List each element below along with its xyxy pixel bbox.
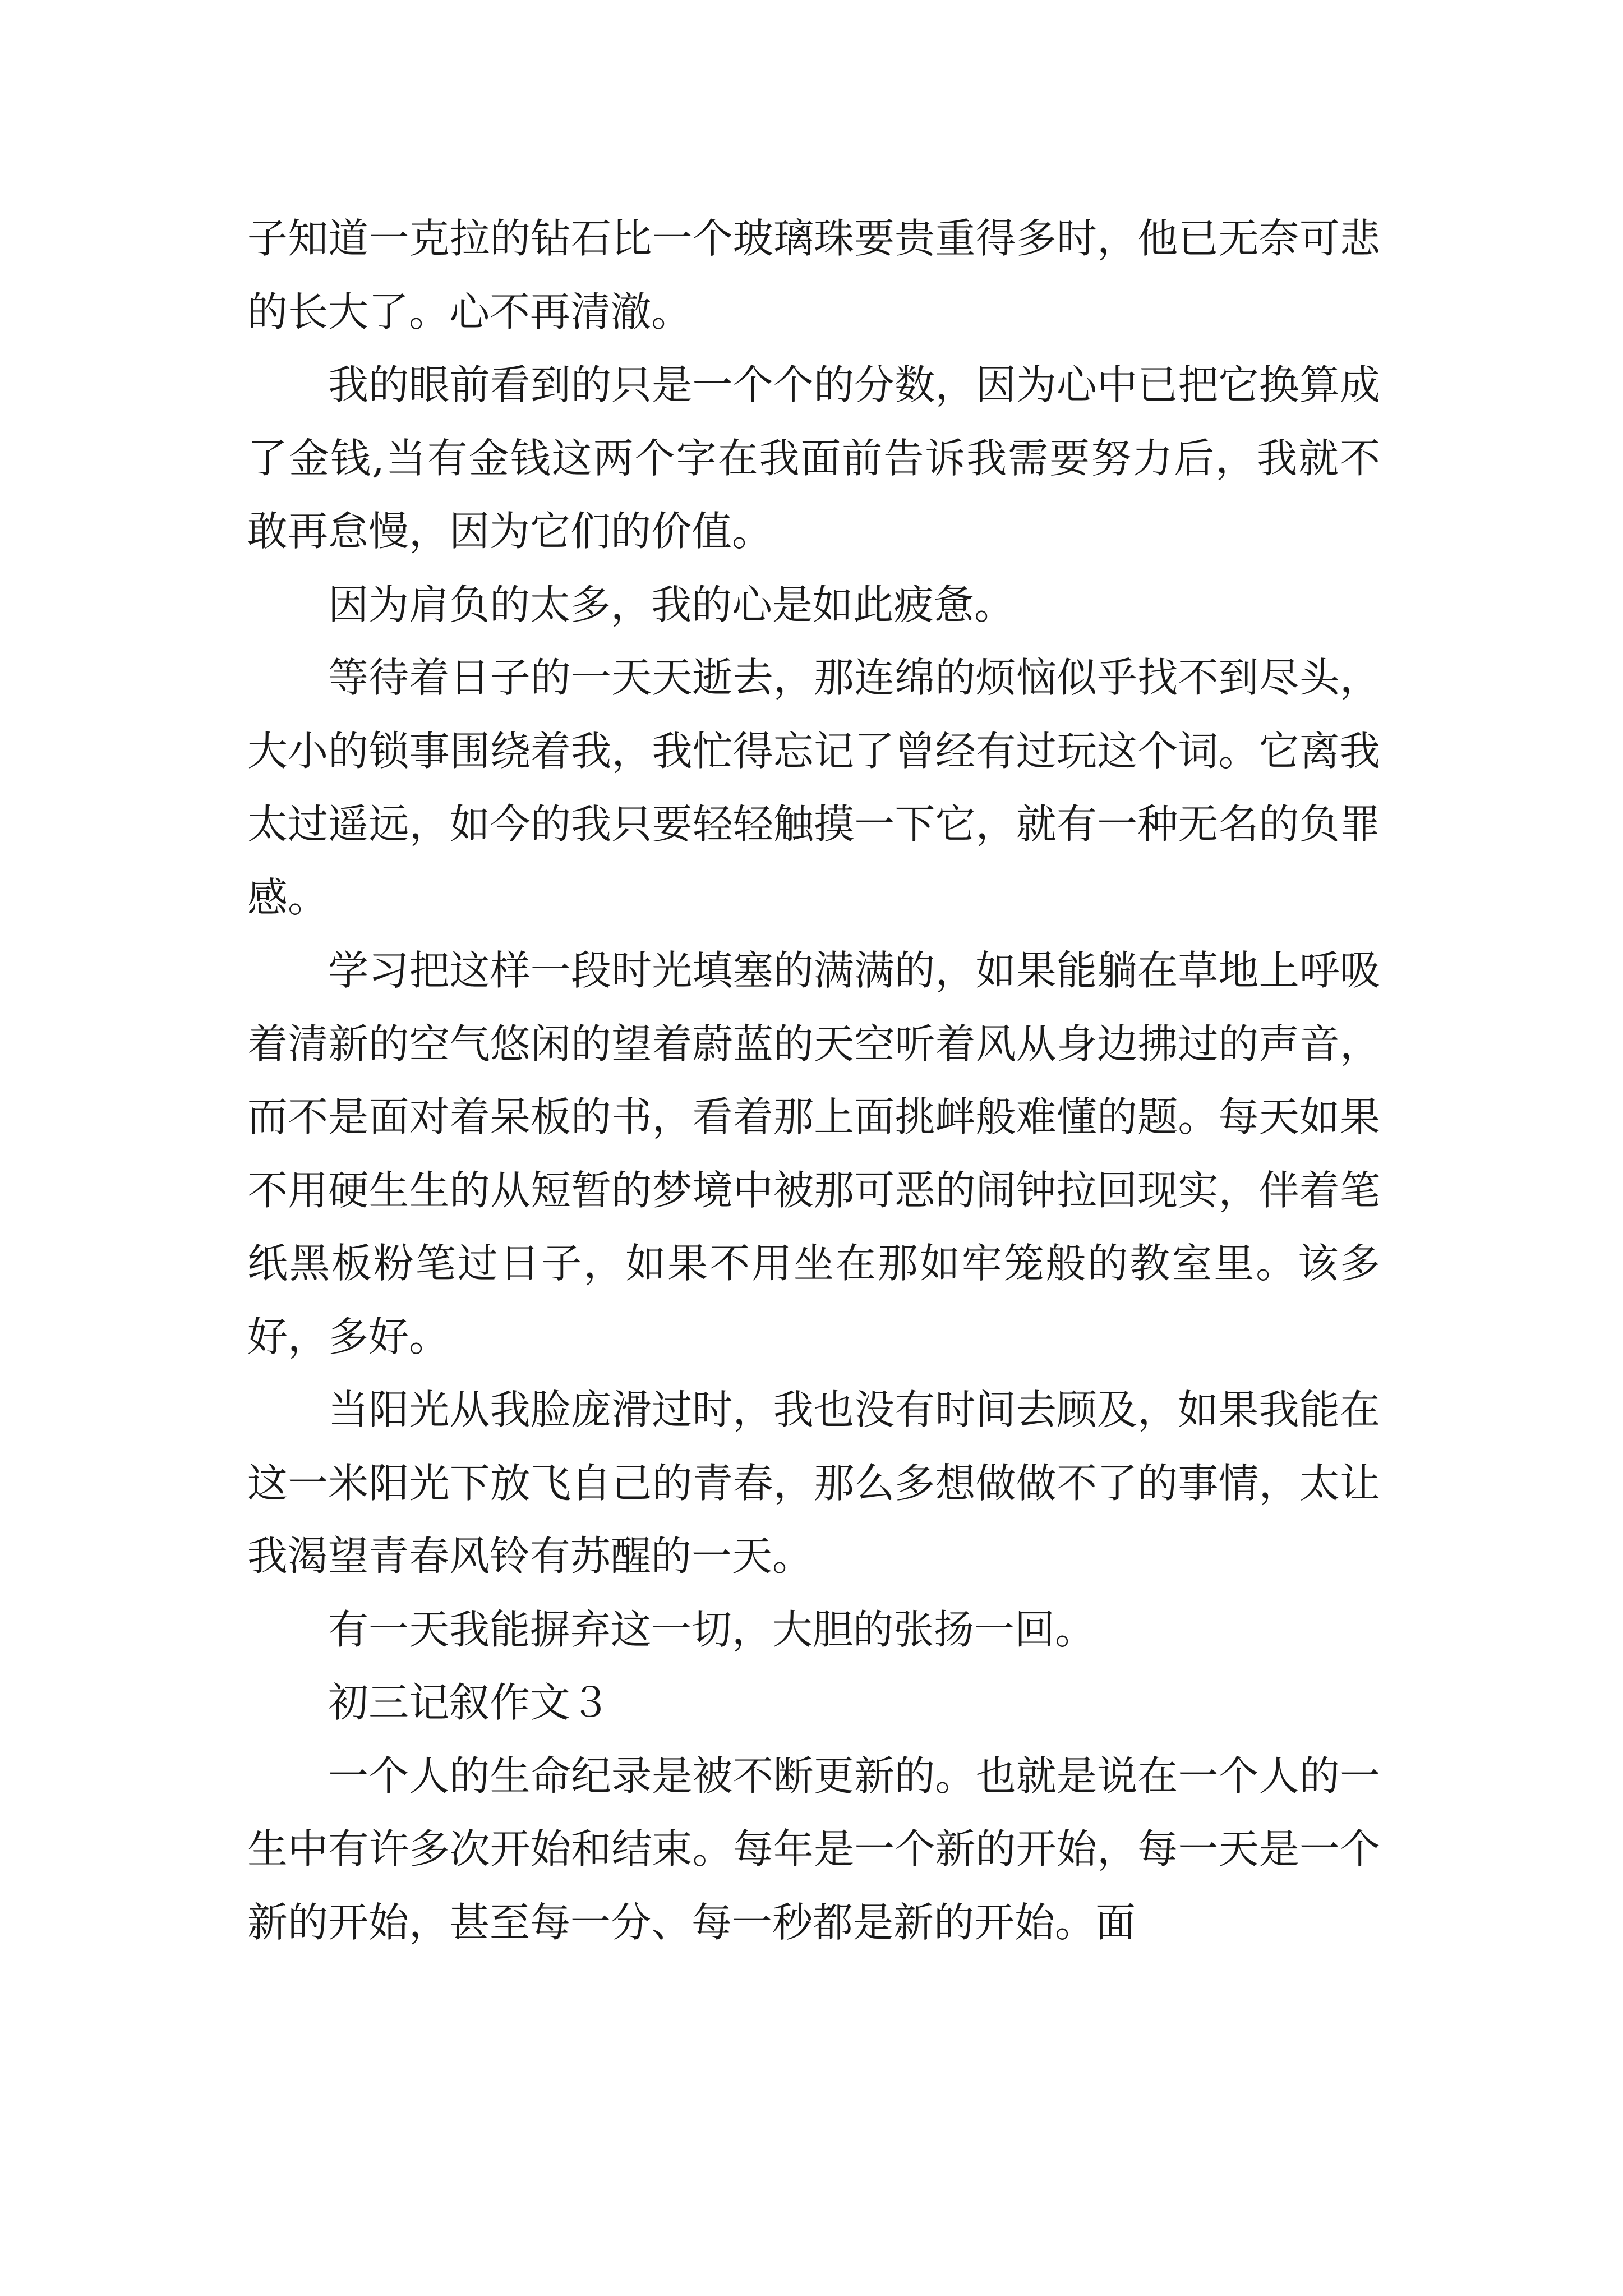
paragraph: 有一天我能摒弃这一切，大胆的张扬一回。 [328, 1605, 1096, 1653]
section-heading: 初三记叙作文３ [328, 1679, 611, 1726]
paragraph: 我的眼前看到的只是一个个的分数，因为心中已把它换算成了金钱,当有金钱这两个字在我面前告诉我需要努力后，我就不敢再怠慢，因为它们的价值。 [247, 361, 1380, 555]
paragraph: 学习把这样一段时光填塞的满满的，如果能躺在草地上呼吸着清新的空气悠闲的望着蔚蓝的天空听着风从身边拂过的声音，而不是面对着呆板的书，看着那上面挑衅般难懂的题。每天如果不用硬生生的从短暂的梦境中被那可恶的闹钟拉回现实，伴着笔纸黑板粉笔过日子，如果不用坐在那如牢笼般的教室里。该多好，多好。 [247, 947, 1380, 1360]
paragraph-continuation: 子知道一克拉的钻石比一个玻璃珠要贵重得多时，他已无奈可悲的长大了。心不再清澈。 [247, 215, 1380, 335]
paragraph: 当阳光从我脸庞滑过时，我也没有时间去顾及，如果我能在这一米阳光下放飞自己的青春，那么多想做做不了的事情，太让我渴望青春风铃有苏醒的一天。 [247, 1386, 1380, 1580]
paragraph: 因为肩负的太多，我的心是如此疲惫。 [328, 581, 1015, 628]
document-body [247, 202, 1380, 1959]
paragraph: 等待着日子的一天天逝去，那连绵的烦恼似乎找不到尽头，大小的锁事围绕着我，我忙得忘记了曾经有过玩这个词。它离我太过遥远，如今的我只要轻轻触摸一下它，就有一种无名的负罪感。 [247, 654, 1380, 921]
paragraph: 一个人的生命纪录是被不断更新的。也就是说在一个人的一生中有许多次开始和结束。每年是一个新的开始，每一天是一个新的开始，甚至每一分、每一秒都是新的开始。面 [247, 1752, 1380, 1946]
